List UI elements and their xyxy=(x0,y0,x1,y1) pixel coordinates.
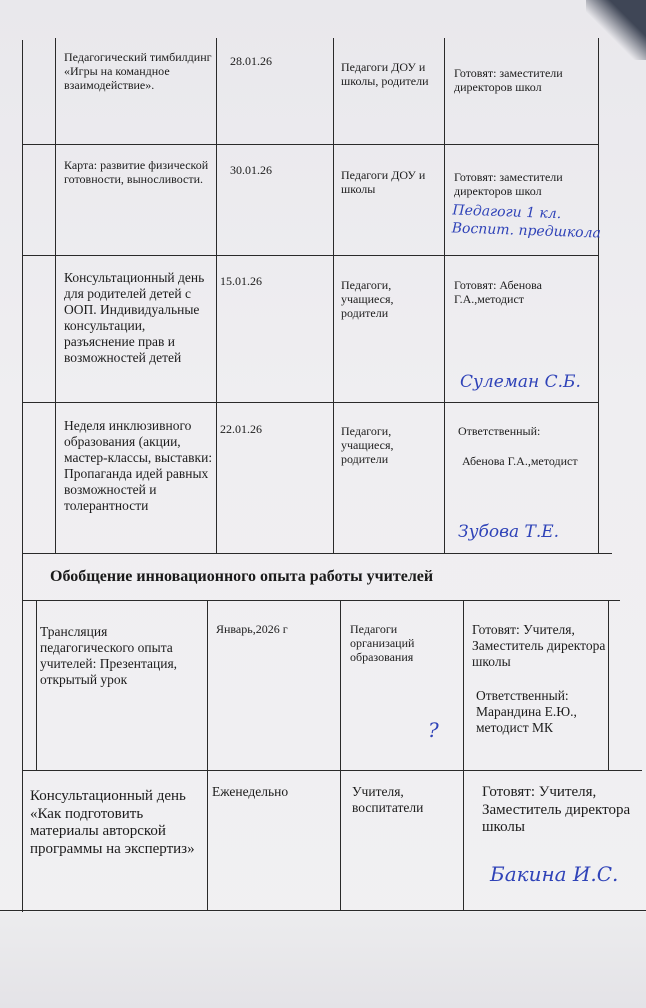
row-separator xyxy=(22,255,598,256)
responsible-cell: Готовят: заместители директоров школ xyxy=(454,66,563,95)
date-cell: 15.01.26 xyxy=(220,274,262,288)
background-corner xyxy=(586,0,646,60)
table-divider xyxy=(340,600,341,910)
participants-cell: Учителя, воспитатели xyxy=(352,784,424,815)
handwritten-signature: Педагоги 1 кл. Воспит. предшкола xyxy=(451,202,602,242)
event-cell: Неделя инклюзивного образования (акции, мастер-классы, выставки: Пропаганда идей равных возможностей и толерантности xyxy=(64,418,213,513)
responsible-cell: Готовят: Учителя, Заместитель директора школы xyxy=(482,784,631,836)
date-cell: 22.01.26 xyxy=(220,422,262,436)
date-cell: 28.01.26 xyxy=(230,54,272,68)
table-outer-left xyxy=(22,40,23,912)
table-border-left xyxy=(55,38,56,553)
date-cell: Январь,2026 г xyxy=(216,622,288,636)
date-cell: Еженедельно xyxy=(212,784,289,799)
table-divider xyxy=(36,600,37,770)
participants-cell: Педагоги ДОУ и школы xyxy=(341,168,426,197)
row-separator xyxy=(22,553,612,554)
responsible-cell: Ответственный: Марандина Е.Ю., методист МК xyxy=(476,688,577,735)
handwritten-mark: ? xyxy=(428,718,439,742)
table-divider xyxy=(444,38,445,553)
row-separator xyxy=(22,144,598,145)
event-cell: Педагогический тимбилдинг «Игры на командное взаимодействие». xyxy=(64,50,212,93)
table-bottom xyxy=(0,910,646,911)
table-border-right xyxy=(608,600,609,770)
event-cell: Консультационный день «Как подготовить материалы авторской программы на экспертиз» xyxy=(30,788,195,858)
handwritten-signature: Бакина И.С. xyxy=(490,862,619,886)
participants-cell: Педагоги, учащиеся, родители xyxy=(341,278,394,321)
responsible-cell: Готовят: заместители директоров школ xyxy=(454,170,563,199)
responsible-cell: Готовят: Учителя, Заместитель директора школы xyxy=(472,622,606,669)
date-cell: 30.01.26 xyxy=(230,163,272,177)
handwritten-signature: Сулеман С.Б. xyxy=(460,372,581,392)
event-cell: Консультационный день для родителей детей с ООП. Индивидуальные консультации, разъяснение прав и возможностей детей xyxy=(64,270,205,365)
page-lower-blank xyxy=(0,912,646,1008)
responsible-cell: Абенова Г.А.,методист xyxy=(462,454,578,468)
participants-cell: Педагоги ДОУ и школы, родители xyxy=(341,60,429,89)
table-divider xyxy=(216,38,217,553)
event-cell: Трансляция педагогического опыта учителей: Презентация, открытый урок xyxy=(40,624,178,687)
participants-cell: Педагоги организаций образования xyxy=(350,622,415,665)
section-title: Обобщение инновационного опыта работы учителей xyxy=(50,568,434,585)
table-divider xyxy=(207,600,208,910)
table-divider xyxy=(333,38,334,553)
handwritten-signature: Зубова Т.Е. xyxy=(458,522,560,542)
responsible-label: Ответственный: xyxy=(458,424,541,438)
participants-cell: Педагоги, учащиеся, родители xyxy=(341,424,394,467)
table-divider xyxy=(463,600,464,910)
event-cell: Карта: развитие физической готовности, выносливости. xyxy=(64,158,209,187)
table-border-right xyxy=(598,38,599,553)
responsible-cell: Готовят: Абенова Г.А.,методист xyxy=(454,278,543,307)
row-separator xyxy=(22,770,642,771)
row-separator xyxy=(22,402,598,403)
row-separator xyxy=(22,600,620,601)
